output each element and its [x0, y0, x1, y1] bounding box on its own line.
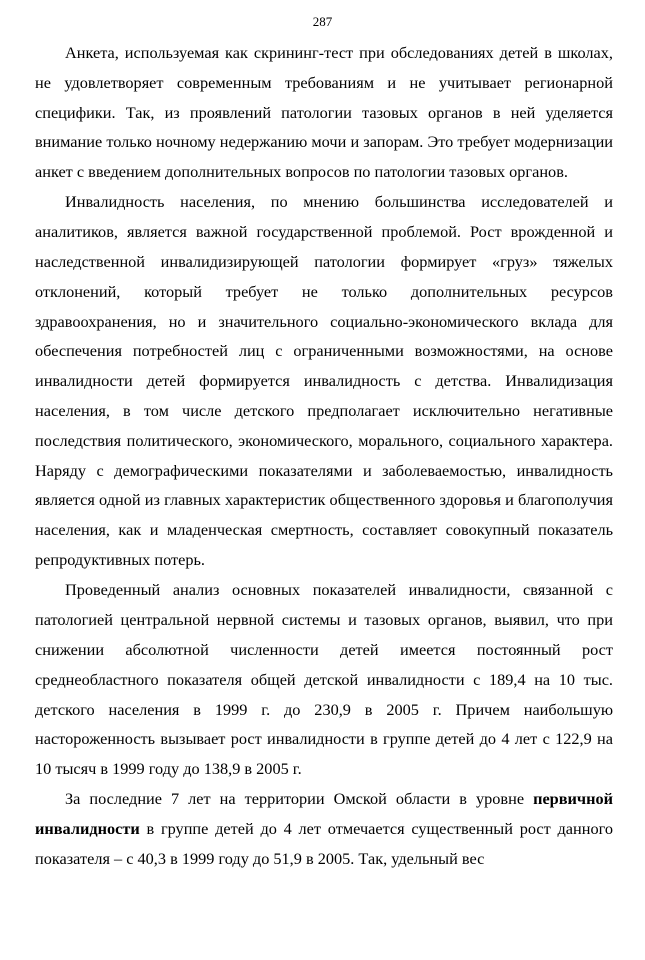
page-number: 287: [312, 14, 333, 29]
paragraph-primary-disability: [35, 784, 613, 873]
paragraph-text-before-bold: За последние 7 лет на территории Омской области в уровне: [65, 789, 534, 809]
paragraph-questionnaire: Анкета, используемая как скрининг-тест при обследованиях детей в школах, не удовлетворяет современным требованиям и не учитывает регионарной специфики. Так, из проявлений патологии тазовых органов в ней уделяется внимание только ночному недержанию мочи и запорам. Это требует модернизации анкет с введением дополнительных вопросов по патологии тазовых органов.: [35, 43, 613, 182]
paragraph-disability-problem: Инвалидность населения, по мнению большинства исследователей и аналитиков, является важной государственной проблемой. Рост врожденной и наследственной инвалидизирующей патологии формирует «груз» тяжелых отклонений, который требует не только дополнительных ресурсов здравоохранения, но и значительного социально-экономического вклада для обеспечения потребностей лиц с ограниченными возможностями, на основе инвалидности детей формируется инвалидность с детства. Инвалидизация населения, в том числе детского предполагает исключительно негативные последствия политического, экономического, морального, социального характера. Наряду с демографическими показателями и заболеваемостью, инвалидность является одной из главных характеристик общественного здоровья и благополучия населения, как и младенческая смертность, составляет совокупный показатель репродуктивных потерь.: [35, 192, 613, 570]
paragraph-disability-analysis: Проведенный анализ основных показателей инвалидности, связанной с патологией центральной нервной системы и тазовых органов, выявил, что при снижении абсолютной численности детей имеется постоянный рост среднеобластного показателя общей детской инвалидности с 189,4 на 10 тыс. детского населения в 1999 г. до 230,9 в 2005 г. Причем наибольшую настороженность вызывает рост инвалидности в группе детей до 4 лет с 122,9 на 10 тысяч в 1999 году до 138,9 в 2005 г.: [35, 580, 613, 779]
body-text: [35, 38, 613, 874]
bold-term-primary-disability: первичной инвалидности: [35, 789, 613, 839]
paragraph-text-after-bold: в группе детей до 4 лет отмечается существенный рост данного показателя – с 40,3 в 1999 году до 51,9 в 2005. Так, удельный вес: [35, 819, 613, 869]
